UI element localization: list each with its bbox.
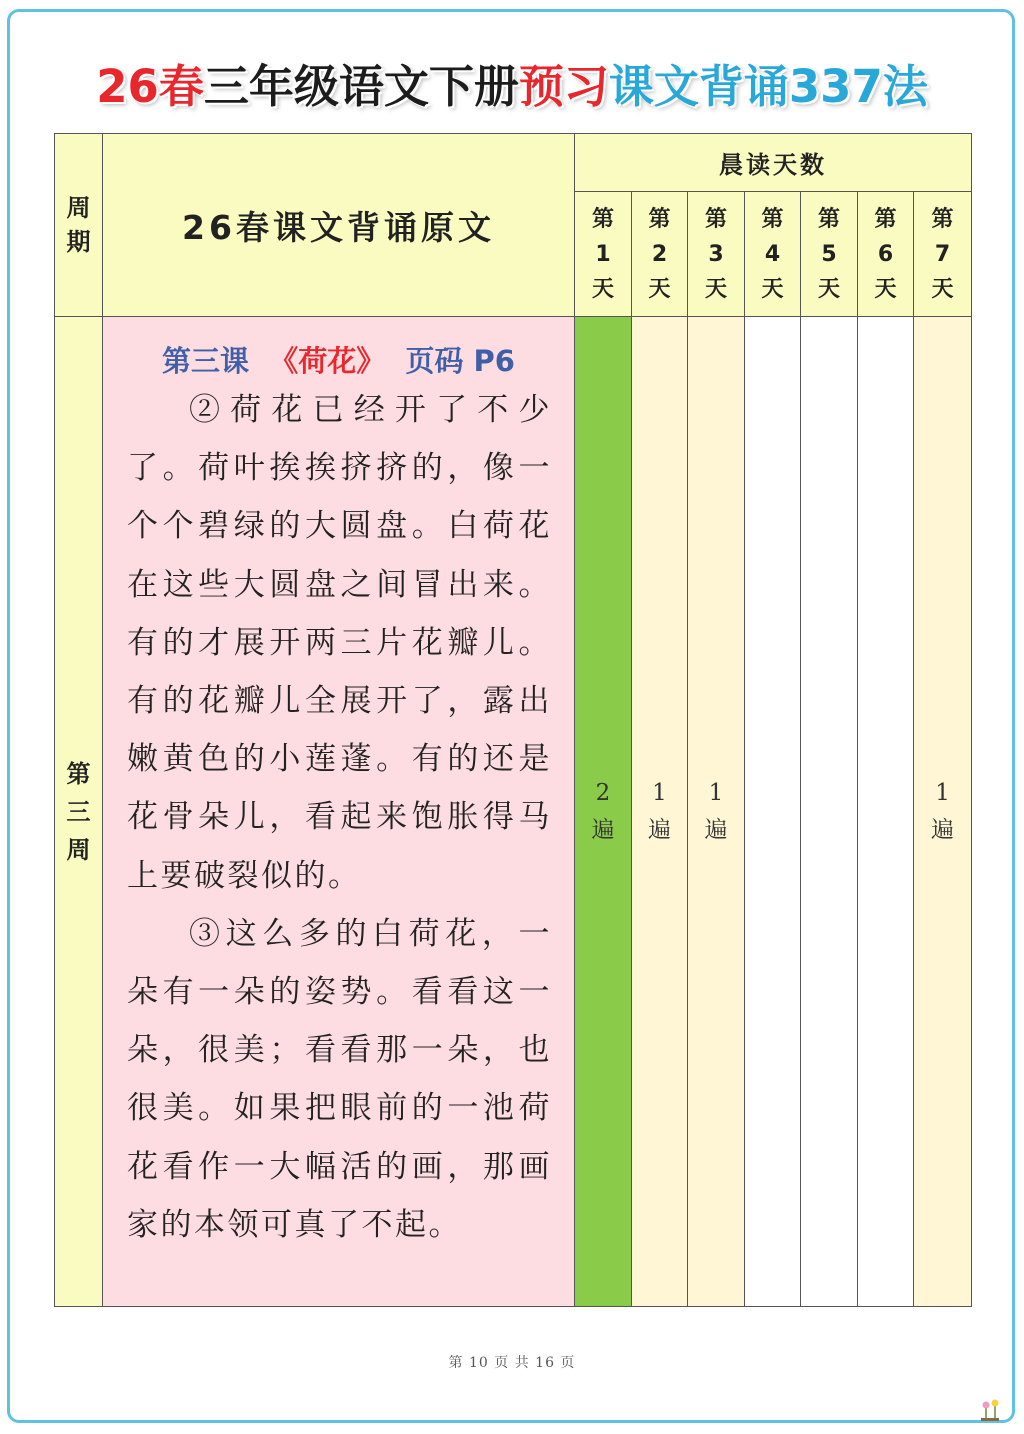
week-header-char: 周 xyxy=(66,194,91,222)
page-title xyxy=(0,52,1024,122)
day-5-count xyxy=(801,317,858,1307)
title-grade: 三年级语文下册 xyxy=(203,60,519,113)
day-2-count: 1 遍 xyxy=(632,317,688,1307)
week-header-char: 期 xyxy=(66,228,91,256)
title-season: 26春 xyxy=(96,60,204,113)
day-6-count xyxy=(858,317,914,1307)
text-column-header: 26春课文背诵原文 xyxy=(103,134,575,317)
passage-paragraph: ③这么多的白荷花，一朵有一朵的姿势。看看这一朵，很美；看看那一朵，也很美。如果把眼前的一池荷花看作一大幅活的画，那画家的本领可真了不起。 xyxy=(127,915,552,1243)
lesson-number: 第三课 xyxy=(162,344,250,378)
day-1-header: 第 1 天 xyxy=(575,192,632,317)
title-preview: 预习 xyxy=(518,60,609,113)
day-4-count xyxy=(745,317,801,1307)
day-1-count: 2 遍 xyxy=(575,317,632,1307)
lesson-heading xyxy=(103,341,574,381)
day-7-header: 第 7 天 xyxy=(914,192,972,317)
day-4-header: 第 4 天 xyxy=(745,192,801,317)
passage-cell xyxy=(103,317,575,1307)
week-label: 第 三 周 xyxy=(55,317,103,1307)
passage-paragraph: ②荷花已经开了不少了。荷叶挨挨挤挤的，像一个个碧绿的大圆盘。白荷花在这些大圆盘之间冒出来。有的才展开两三片花瓣儿。有的花瓣儿全展开了，露出嫩黄色的小莲蓬。有的还是花骨朵儿，看起来饱胀得马上要破裂似的。 xyxy=(127,392,552,894)
passage-text xyxy=(103,381,574,1254)
days-header: 晨读天数 xyxy=(575,134,972,192)
title-method: 课文背诵337法 xyxy=(608,60,928,113)
day-2-header: 第 2 天 xyxy=(632,192,688,317)
day-5-header: 第 5 天 xyxy=(801,192,858,317)
lesson-page: 页码 P6 xyxy=(405,344,515,378)
lesson-title: 《荷花》 xyxy=(269,344,386,378)
day-7-count: 1 遍 xyxy=(914,317,972,1307)
week-column-header xyxy=(55,134,103,317)
recitation-table xyxy=(54,133,972,1307)
page-footer: 第 10 页 共 16 页 xyxy=(448,1355,576,1371)
day-6-header: 第 6 天 xyxy=(858,192,914,317)
flower-icon xyxy=(977,1397,1003,1423)
day-3-header: 第 3 天 xyxy=(688,192,745,317)
day-3-count: 1 遍 xyxy=(688,317,745,1307)
